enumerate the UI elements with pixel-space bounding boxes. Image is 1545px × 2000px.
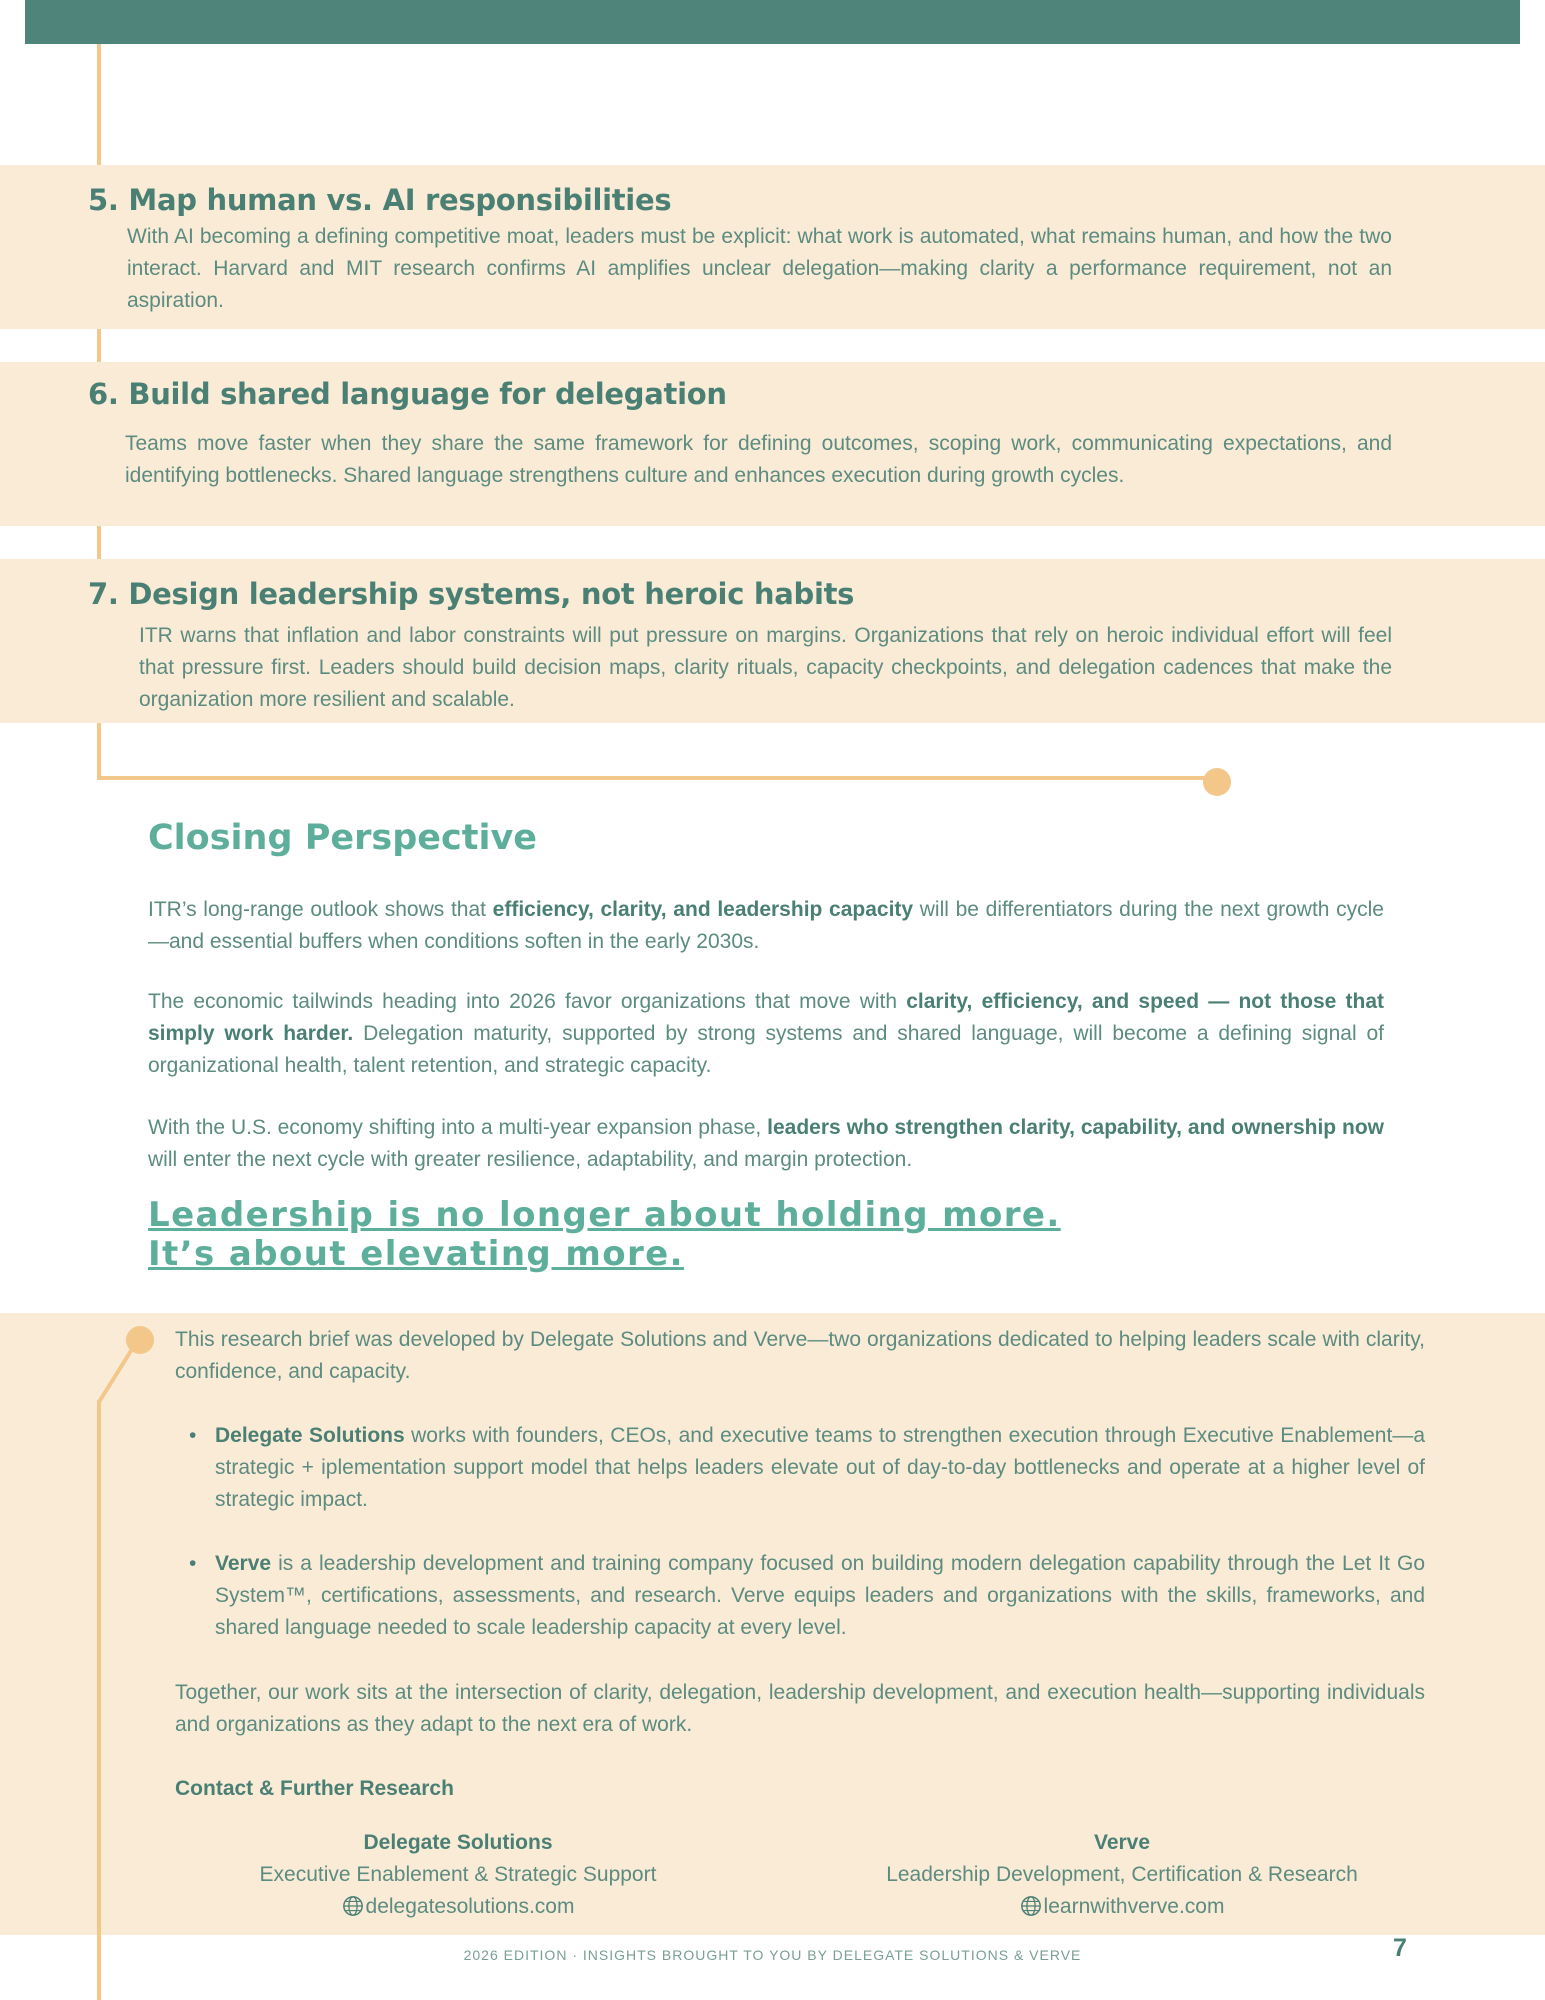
contact-verve [862, 1827, 1382, 1923]
section-title: 7. Design leadership systems, not heroic habits [88, 577, 855, 611]
contact-description: Leadership Development, Certification & Research [886, 1863, 1358, 1886]
org-name: Verve [215, 1552, 272, 1575]
timeline-line [97, 723, 101, 780]
closing-paragraph [148, 1112, 1384, 1176]
contact-name: Delegate Solutions [363, 1831, 553, 1854]
timeline-line [97, 44, 101, 165]
text-run: will be differentiators during the next growth cycle—and essential buffers when conditions soften in the early 2030s. [148, 898, 1384, 953]
tagline [148, 1196, 1061, 1274]
about-intro: This research brief was developed by Delegate Solutions and Verve—two organizations dedicated to helping leaders scale with clarity, confidence, and capacity. [175, 1328, 1425, 1383]
timeline-line [97, 1400, 101, 2000]
contact-title: Contact & Further Research [175, 1777, 454, 1800]
tagline-line: It’s about elevating more. [148, 1234, 684, 1274]
globe-icon [1020, 1895, 1042, 1917]
text-run: will enter the next cycle with greater resilience, adaptability, and margin protection. [148, 1148, 913, 1171]
text-run: is a leadership development and training company focused on building modern delegation capability through the Let It Go System™, certifications, assessments, and research. Verve equips leaders and organizations with the skills, frameworks, and shared language needed to scale leadership capacity at every level. [215, 1552, 1425, 1639]
text-run: works with founders, CEOs, and executive teams to strengthen execution through Executive Enablement—a strategic + iplementation support model that helps leaders elevate out of day-to-day bottlenecks and operate at a higher level of strategic impact. [215, 1424, 1425, 1511]
about-bullet [189, 1548, 1425, 1644]
section-body: With AI becoming a defining competitive moat, leaders must be explicit: what work is automated, what remains human, and how the two interact. Harvard and MIT research confirms AI amplifies unclear delegation—making clarity a performance requirement, not an aspiration. [127, 225, 1392, 312]
about-bullet [189, 1420, 1425, 1516]
contact-url[interactable]: delegatesolutions.com [365, 1895, 575, 1918]
text-emphasis: efficiency, clarity, and leadership capacity [492, 898, 914, 921]
tagline-line: Leadership is no longer about holding more. [148, 1195, 1061, 1235]
text-run: Delegation maturity, supported by strong systems and shared language, will become a defining signal of organizational health, talent retention, and strategic capacity. [148, 1022, 1384, 1077]
contact-delegate [198, 1827, 718, 1923]
text-emphasis: clarity, efficiency, and speed — not those that simply work harder. [148, 990, 1384, 1045]
contact-name: Verve [1093, 1831, 1151, 1854]
section-body: ITR warns that inflation and labor constraints will put pressure on margins. Organizations that rely on heroic individual effort will feel that pressure first. Leaders should build decision maps, clarity rituals, capacity checkpoints, and delegation cadences that make the organization more resilient and scalable. [139, 624, 1392, 711]
closing-paragraph [148, 894, 1384, 958]
closing-paragraph [148, 986, 1384, 1082]
contact-link[interactable] [198, 1891, 718, 1923]
section-body: Teams move faster when they share the same framework for defining outcomes, scoping work, communicating expectations, and identifying bottlenecks. Shared language strengthens culture and enhances execution during growth cycles. [125, 432, 1392, 487]
page-footer: 2026 EDITION · INSIGHTS BROUGHT TO YOU BY DELEGATE SOLUTIONS & VERVE [463, 1947, 1082, 1963]
section-title: 5. Map human vs. AI responsibilities [88, 183, 672, 217]
timeline-line [97, 526, 101, 559]
page-number: 7 [1393, 1934, 1407, 1962]
contact-description: Executive Enablement & Strategic Support [259, 1863, 657, 1886]
text-emphasis: leaders who strengthen clarity, capability, and ownership now [767, 1116, 1384, 1139]
timeline-connector [97, 776, 1217, 780]
text-run: With the U.S. economy shifting into a multi-year expansion phase, [148, 1116, 768, 1139]
text-run: ITR’s long-range outlook shows that [148, 898, 493, 921]
contact-link[interactable] [862, 1891, 1382, 1923]
globe-icon [342, 1895, 364, 1917]
timeline-line [97, 329, 101, 362]
closing-title: Closing Perspective [148, 818, 538, 858]
about-together: Together, our work sits at the intersection of clarity, delegation, leadership development, and execution health—supporting individuals and organizations as they adapt to the next era of work. [175, 1681, 1425, 1736]
header-bar [25, 0, 1520, 44]
text-run: The economic tailwinds heading into 2026 favor organizations that move with [148, 990, 907, 1013]
section-title: 6. Build shared language for delegation [88, 377, 727, 411]
timeline-connector [96, 1344, 136, 1404]
bullet-mark: • [189, 1424, 197, 1447]
contact-url[interactable]: learnwithverve.com [1043, 1895, 1225, 1918]
timeline-dot [1203, 768, 1231, 796]
bullet-mark: • [189, 1552, 197, 1575]
org-name: Delegate Solutions [215, 1424, 405, 1447]
